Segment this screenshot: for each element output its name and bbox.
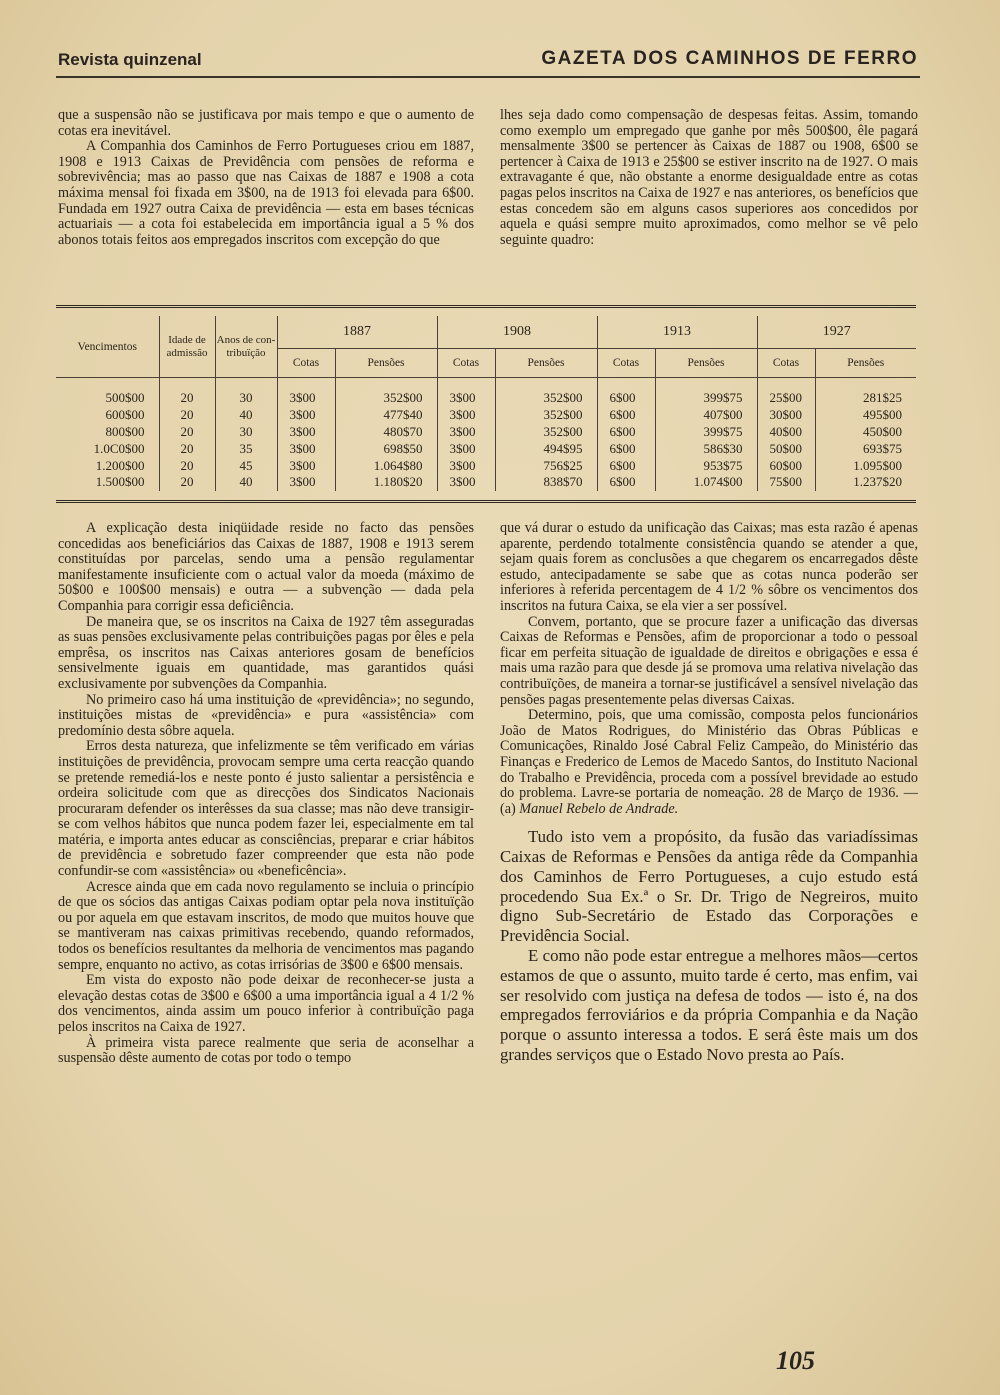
header-anos: Anos de con- tribuïção bbox=[215, 316, 277, 378]
table-cell-c1913: 6$00 bbox=[597, 457, 655, 474]
table-cell-c1927: 50$00 bbox=[757, 440, 815, 457]
table-cell-c1908: 3$00 bbox=[437, 424, 495, 441]
table-cell-p1908: 494$95 bbox=[495, 440, 597, 457]
table-cell-idade: 20 bbox=[159, 390, 215, 407]
table-cell-c1913: 6$00 bbox=[597, 474, 655, 491]
paragraph: À primeira vista parece realmente que seria de aconselhar a suspensão dêste aumento de cotas por todo o tempo bbox=[58, 1034, 474, 1067]
table-cell-p1913: 399$75 bbox=[655, 390, 757, 407]
table-cell-anos: 40 bbox=[215, 474, 277, 491]
table-cell-p1908: 352$00 bbox=[495, 390, 597, 407]
table-cell-c1887: 3$00 bbox=[277, 424, 335, 441]
table-cell-p1908: 352$00 bbox=[495, 407, 597, 424]
table-cell-c1887: 3$00 bbox=[277, 407, 335, 424]
column-left-bottom bbox=[58, 521, 474, 1067]
table-cell-anos: 35 bbox=[215, 440, 277, 457]
table-cell-p1927: 281$25 bbox=[863, 390, 902, 406]
table-cell-p1908: 352$00 bbox=[495, 424, 597, 441]
paragraph: Tudo isto vem a propósito, da fusão das variadíssimas Caixas de Reformas e Pensões da antiga rêde da Companhia dos Caminhos de Ferro Portugueses, a cujo estudo está procedendo Sua Ex.ª o Sr. Dr. Trigo de Negreiros, muito digno Sub-Secretário de Estado das Corporações e Previdência Social. bbox=[500, 827, 918, 946]
table-cell-p1913: 1.074$00 bbox=[655, 474, 757, 491]
table-row bbox=[56, 407, 916, 424]
table-cell-c1887: 3$00 bbox=[277, 457, 335, 474]
table-cell-venc: 600$00 bbox=[56, 407, 159, 424]
table-cell-anos: 30 bbox=[215, 390, 277, 407]
paragraph: lhes seja dado como compensação de despesas feitas. Assim, tomando como exemplo um empregado que ganhe por mês 500$00, êle pagará mensalmente 3$00 se pertencer às Caixas de 1887 ou 1908, 6$00 se pertencer à Caixa de 1913 e 25$00 se estiver inscrito na de 1927. O mais extravagante é que, não obstante a enorme desigualdade entre as cotas pagas pelos inscritos na Caixa de 1927 e nas anteriores, os benefícios que estas concedem são em alguns casos superiores aos concedidos por aquela e quási sempre muito aproximados, como melhor se vê pelo seguinte quadro: bbox=[500, 107, 918, 248]
table-cell-p1913: 953$75 bbox=[655, 457, 757, 474]
header-vencimentos: Vencimentos bbox=[56, 316, 159, 378]
paragraph: que vá durar o estudo da unificação das Caixas; mas esta razão é apenas aparente, perdendo totalmente consistência quando se atender a que, sejam quais forem as conclusões a que chegarem os encarregados dêste estudo, antecipadamente se sabe que as cotas nunca poderão ser inferiores à referida percentagem de 4 1/2 % sôbre os vencimentos dos inscritos na futura Caixa, se ela vier a ser possível. bbox=[500, 520, 918, 614]
table-cell-c1908: 3$00 bbox=[437, 390, 495, 407]
table-cell-c1887: 3$00 bbox=[277, 390, 335, 407]
table-cell-p1913: 407$00 bbox=[655, 407, 757, 424]
header-cotas: Cotas bbox=[757, 349, 815, 378]
table-cell-c1887: 3$00 bbox=[277, 474, 335, 491]
table-cell-c1927: 60$00 bbox=[757, 457, 815, 474]
table-row bbox=[56, 390, 916, 407]
table-cell-p1887: 352$00 bbox=[335, 390, 437, 407]
paragraph: No primeiro caso há uma instituição de «previdência»; no segundo, instituições mistas de «previdência» e pura «assistência» com predomínio desta sôbre aquela. bbox=[58, 691, 474, 739]
column-right-top bbox=[500, 108, 918, 248]
paragraph: Convem, portanto, que se procure fazer a unificação das diversas Caixas de Reformas e Pensões, afim de proporcionar a todo o pessoal ficar em perfeita situação de igualdade de direitos e obrigações e essa é mais uma razão para que desde já se promova uma relativa nivelação das contribuïções, de maneira a tornar-se justificável a sensível nivelação das pensões pagas presentemente pelas diversas Caixas. bbox=[500, 613, 918, 708]
table-cell-venc: 800$00 bbox=[56, 424, 159, 441]
table-cell-c1887: 3$00 bbox=[277, 440, 335, 457]
table-cell-c1908: 3$00 bbox=[437, 457, 495, 474]
table-cell-idade: 20 bbox=[159, 457, 215, 474]
table-cell-c1927: 30$00 bbox=[757, 407, 815, 424]
table-cell-c1908: 3$00 bbox=[437, 474, 495, 491]
table-cell-p1887: 698$50 bbox=[335, 440, 437, 457]
header-left: Revista quinzenal bbox=[58, 50, 202, 69]
paragraph: Em vista do exposto não pode deixar de reconhecer-se justa a elevação destas cotas de 3$00 e 6$00 a uma importância igual a 4 1/2 % dos vencimentos, ainda assim um pouco inferior à contribuïção paga pelos inscritos na Caixa de 1927. bbox=[58, 972, 474, 1035]
table-cell-p1908: 838$70 bbox=[495, 474, 597, 491]
paragraph: que a suspensão não se justificava por mais tempo e que o aumento de cotas era inevitável. bbox=[58, 107, 474, 139]
decree-text: Determino, pois, que uma comissão, composta pelos funcionários João de Matos Rodrigues, do Ministério das Obras Públicas e Comunicações, Rinaldo José Cabral Feliz Campeão, do Ministério das Finanças e Frederico de Lemos de Macedo Santos, do Instituto Nacional do Trabalho e Previdência, proceda com a possível brevidade ao estudo do problema. Lavre-se portaria de nomeação. 28 de Março de 1936. — (a) bbox=[500, 707, 918, 817]
table-cell-anos: 45 bbox=[215, 457, 277, 474]
table-cell-idade: 20 bbox=[159, 407, 215, 424]
table-cell-idade: 20 bbox=[159, 474, 215, 491]
table-cell-idade: 20 bbox=[159, 440, 215, 457]
table-cell-p1927: 495$00 bbox=[863, 407, 902, 423]
table-cell-c1908: 3$00 bbox=[437, 407, 495, 424]
header-year-1908: 1908 bbox=[437, 316, 597, 349]
table-cell-idade: 20 bbox=[159, 424, 215, 441]
table-row bbox=[56, 457, 916, 474]
header-year-1913: 1913 bbox=[597, 316, 757, 349]
table-cell-p1913: 586$30 bbox=[655, 440, 757, 457]
table-body bbox=[56, 378, 916, 491]
header-year-1887: 1887 bbox=[277, 316, 437, 349]
table-row bbox=[56, 440, 916, 457]
paragraph: A explicação desta iniqüidade reside no facto das pensões concedidas aos beneficiários das Caixas de 1887, 1908 e 1913 serem constituídas por parcelas, sendo uma a pensão regulamentar manifestamente insuficiente com o actual valor da moeda (máximo de 50$00 e 100$00 mensais) e outra — a subvenção — dada pela Companhia para corrigir essa deficiência. bbox=[58, 520, 474, 614]
table-cell-c1908: 3$00 bbox=[437, 440, 495, 457]
column-right-bottom bbox=[500, 521, 918, 1065]
table-cell-anos: 40 bbox=[215, 407, 277, 424]
pension-table bbox=[56, 305, 916, 503]
paragraph: E como não pode estar entregue a melhores mãos—certos estamos de que o assunto, muito tarde é certo, mas enfim, vai ser resolvido com justiça na defesa de todos — isto é, na dos empregados ferroviários e da própria Companhia e da Nação porque o assunto interessa a todos. E será êste mais um dos grandes serviços que o Estado Novo presta ao País. bbox=[500, 946, 918, 1065]
header-pensoes: Pensões bbox=[847, 357, 885, 369]
table-cell-p1887: 480$70 bbox=[335, 424, 437, 441]
closing-section bbox=[500, 827, 918, 1065]
header-pensoes: Pensões bbox=[655, 349, 757, 378]
table-cell-c1927: 75$00 bbox=[757, 474, 815, 491]
table-cell-c1913: 6$00 bbox=[597, 440, 655, 457]
table-cell-p1908: 756$25 bbox=[495, 457, 597, 474]
header-idade: Idade de admissão bbox=[159, 316, 215, 378]
header-right: GAZETA DOS CAMINHOS DE FERRO bbox=[541, 48, 918, 69]
table-cell-venc: 1.200$00 bbox=[56, 457, 159, 474]
table-cell-p1927: 1.095$00 bbox=[853, 457, 902, 473]
running-header bbox=[58, 46, 918, 74]
table-cell-c1913: 6$00 bbox=[597, 407, 655, 424]
header-year-1927: 1927 bbox=[757, 316, 916, 349]
pension-table-grid bbox=[56, 316, 916, 491]
table-cell-venc: 1.0C0$00 bbox=[56, 440, 159, 457]
paragraph bbox=[500, 708, 918, 817]
header-pensoes: Pensões bbox=[335, 349, 437, 378]
table-cell-p1887: 1.064$80 bbox=[335, 457, 437, 474]
table-cell-anos: 30 bbox=[215, 424, 277, 441]
header-rule bbox=[56, 76, 920, 78]
header-cotas: Cotas bbox=[277, 349, 335, 378]
table-cell-c1913: 6$00 bbox=[597, 390, 655, 407]
table-cell-venc: 1.500$00 bbox=[56, 474, 159, 491]
table-cell-p1927: 693$75 bbox=[863, 440, 902, 456]
table-row bbox=[56, 424, 916, 441]
header-cotas: Cotas bbox=[597, 349, 655, 378]
paragraph: A Companhia dos Caminhos de Ferro Portugueses criou em 1887, 1908 e 1913 Caixas de Previdência com pensões de reforma e sobrevivência; mas ao passo que nas Caixas de 1887 e 1908 a cota máxima mensal foi fixada em 3$00, na de 1913 foi elevada para 6$00. Fundada em 1927 outra Caixa de previdência — esta em bases técnicas actuariais — a cota foi estabelecida em importância igual a 5 % dos abonos totais feitos aos empregados inscritos com excepção do que bbox=[58, 138, 474, 248]
paragraph: Erros desta natureza, que infelizmente se têm verificado em várias instituições de previdência, provocam sempre uma certa reacção quando se pretende remediá-los e neste ponto é justo salientar a persistência e ordeira solicitude com que as direcções dos Sindicatos Nacionais procuraram defender os interêsses da sua classe; mas não deve transigir-se com velhos hábitos que nunca podem fazer lei, especialmente em tal matéria, e importa antes educar as consciências, preparar e criar hábitos de previdência e sobretudo fazer compreender que esta não pode confundir-se com «assistência» ou «beneficência». bbox=[58, 738, 474, 880]
table-cell-p1927: 1.237$20 bbox=[853, 474, 902, 490]
signature: Manuel Rebelo de Andrade. bbox=[519, 800, 679, 817]
table-cell-venc: 500$00 bbox=[56, 390, 159, 407]
header-cotas: Cotas bbox=[437, 349, 495, 378]
table-cell-p1913: 399$75 bbox=[655, 424, 757, 441]
table-row bbox=[56, 474, 916, 491]
table-cell-p1887: 477$40 bbox=[335, 407, 437, 424]
table-cell-c1913: 6$00 bbox=[597, 424, 655, 441]
table-cell-p1927: 450$00 bbox=[863, 423, 902, 439]
table-cell-p1887: 1.180$20 bbox=[335, 474, 437, 491]
paragraph: Acresce ainda que em cada novo regulamento se incluia o princípio de que os sócios das antigas Caixas podiam optar pela nova instituïção ou por aquela em que estavam inscritos, de modo que muitos houve que se mantiveram nas caixas primitivas recebendo, quando reformados, todos os benefícios resultantes da melhoria de vencimentos mas pagando sempre, enquanto no activo, as cotas irrisórias de 3$00 e 6$00 mensais. bbox=[58, 878, 474, 973]
paragraph: De maneira que, se os inscritos na Caixa de 1927 têm asseguradas as suas pensões exclusivamente pelas contribuições pagas por êles e pela emprêsa, os inscritos nas Caixas anteriores gosam de benefícios sensivelmente iguais em quantidade, mas garantidos quási exclusivamente por subvenções da Companhia. bbox=[58, 613, 474, 692]
header-pensoes: Pensões bbox=[495, 349, 597, 378]
table-cell-c1927: 40$00 bbox=[757, 424, 815, 441]
table-cell-c1927: 25$00 bbox=[757, 390, 815, 407]
page-number: 105 bbox=[776, 1346, 815, 1375]
column-left-top bbox=[58, 108, 474, 248]
